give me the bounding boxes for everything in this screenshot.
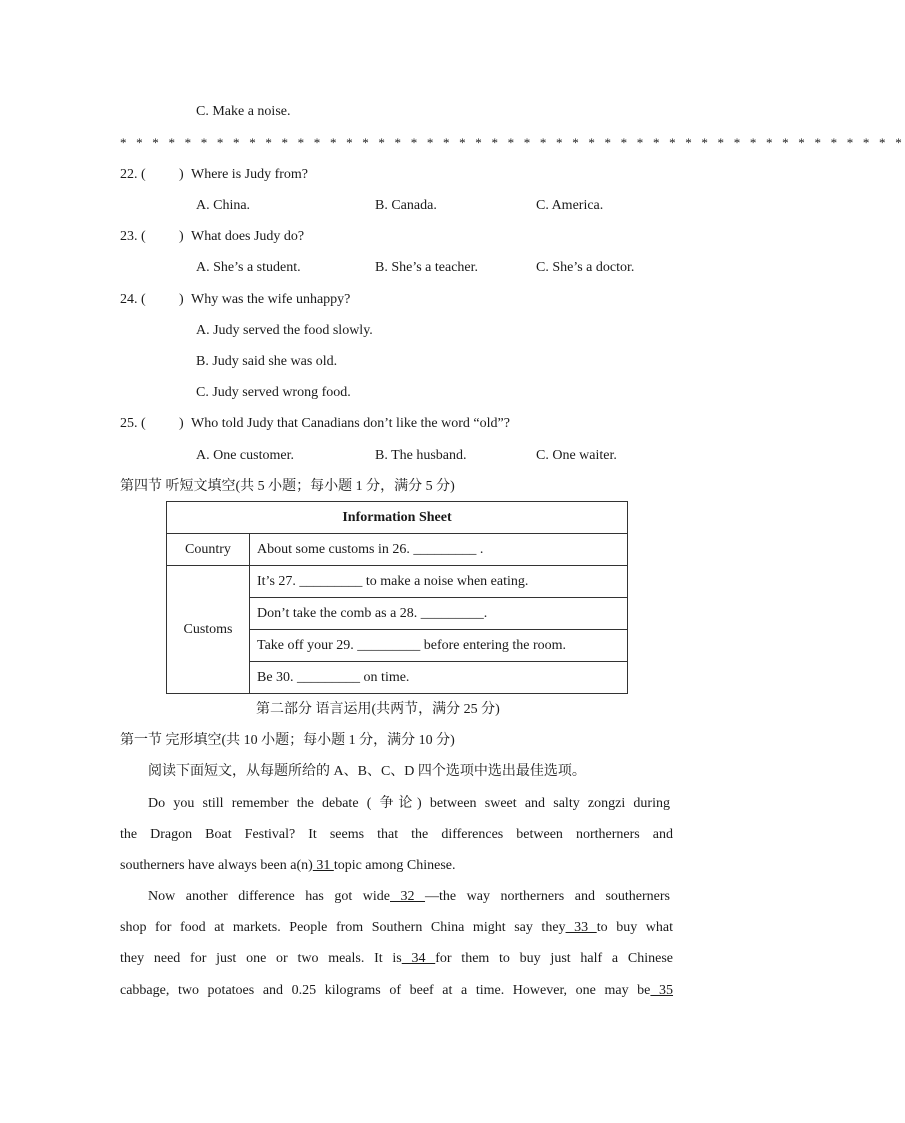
passage-line <box>148 795 670 813</box>
option-b: B. She’s a teacher. <box>375 260 479 275</box>
answer-paren-close: ) <box>179 416 184 431</box>
answer-paren-close: ) <box>179 167 184 182</box>
option-c: C. She’s a doctor. <box>536 260 635 275</box>
passage-text: cabbage, two potatoes and 0.25 kilograms of beef at a time. However, one may be <box>120 983 651 998</box>
question-text: Where is Judy from? <box>191 167 309 182</box>
option-c: C. Judy served wrong food. <box>196 385 351 400</box>
question-text: What does Judy do? <box>191 229 305 244</box>
customs-row: Don’t take the comb as a 28. _________. <box>250 598 628 630</box>
blank-31: 31 <box>312 858 334 873</box>
part-2-heading: 第二部分 语言运用(共两节，满分 25 分) <box>256 702 500 717</box>
country-value: About some customs in 26. _________ . <box>250 534 628 566</box>
passage-text: Do you still remember the debate ( 争论) between sweet and salty zongzi during <box>148 796 670 811</box>
question-text: Who told Judy that Canadians don’t like the word “old”? <box>191 416 510 431</box>
passage-text: the Dragon Boat Festival? It seems that the differences between northerners and <box>120 827 673 842</box>
customs-row: Take off your 29. _________ before entering the room. <box>250 630 628 662</box>
passage-text: to buy what <box>596 920 673 935</box>
passage-line <box>120 982 673 1000</box>
option-a: A. One customer. <box>196 448 294 463</box>
table-title: Information Sheet <box>167 502 628 534</box>
information-sheet-table <box>166 501 628 694</box>
passage-text: they need for just one or two meals. It is <box>120 951 402 966</box>
passage-line <box>120 826 673 844</box>
passage-line <box>120 950 673 968</box>
passage-line <box>120 919 673 937</box>
customs-label: Customs <box>167 566 250 694</box>
section-separator: * * * * * * * * * * * * * * * * * * * * * * * * * * * * * * * * * * * * * * * * * * * * * * * * * <box>120 135 905 150</box>
passage-text: topic among Chinese. <box>333 858 456 873</box>
section-4-heading: 第四节 听短文填空(共 5 小题；每小题 1 分，满分 5 分) <box>120 479 455 494</box>
question-number: 25. ( <box>120 416 146 431</box>
option-b: B. The husband. <box>375 448 467 463</box>
passage-line <box>120 857 673 875</box>
blank-35: 35 <box>650 983 674 998</box>
option-a: A. Judy served the food slowly. <box>196 323 373 338</box>
blank-33: 33 <box>565 920 597 935</box>
passage-text: for them to buy just half a Chinese <box>435 951 673 966</box>
blank-32: 32 <box>390 889 426 904</box>
option-a: A. China. <box>196 198 251 213</box>
passage-line <box>148 888 670 906</box>
answer-paren-close: ) <box>179 292 184 307</box>
previous-option-c: C. Make a noise. <box>196 104 291 119</box>
option-b: B. Canada. <box>375 198 437 213</box>
option-c: C. America. <box>536 198 604 213</box>
answer-paren-close: ) <box>179 229 184 244</box>
country-label: Country <box>167 534 250 566</box>
passage-text: —the way northerners and southerners <box>425 889 671 904</box>
customs-row: It’s 27. _________ to make a noise when eating. <box>250 566 628 598</box>
question-text: Why was the wife unhappy? <box>191 292 351 307</box>
customs-row: Be 30. _________ on time. <box>250 662 628 694</box>
option-b: B. Judy said she was old. <box>196 354 338 369</box>
option-c: C. One waiter. <box>536 448 617 463</box>
option-a: A. She’s a student. <box>196 260 301 275</box>
passage-text: Now another difference has got wide <box>148 889 390 904</box>
cloze-instructions: 阅读下面短文，从每题所给的 A、B、C、D 四个选项中选出最佳选项。 <box>148 764 586 779</box>
blank-34: 34 <box>401 951 436 966</box>
question-number: 22. ( <box>120 167 146 182</box>
passage-text: southerners have always been a(n) <box>120 858 313 873</box>
question-number: 24. ( <box>120 292 146 307</box>
cloze-section-heading: 第一节 完形填空(共 10 小题；每小题 1 分，满分 10 分) <box>120 733 455 748</box>
passage-text: shop for food at markets. People from Southern China might say they <box>120 920 566 935</box>
question-number: 23. ( <box>120 229 146 244</box>
